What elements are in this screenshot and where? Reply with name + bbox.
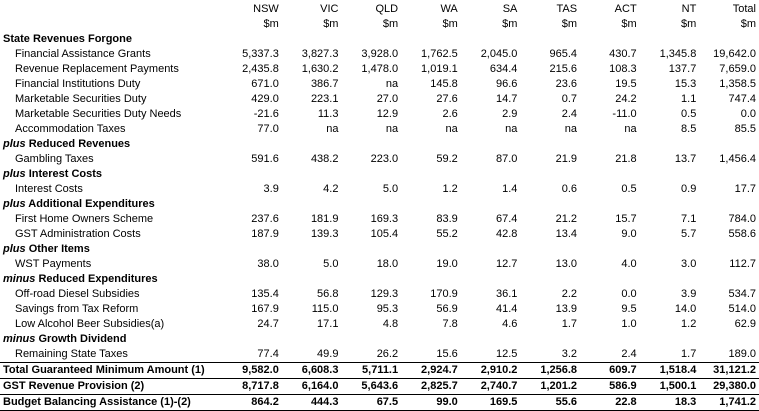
cell-sa: 2,740.7 [461, 379, 521, 395]
cell-total: 534.7 [728, 288, 756, 300]
table-row [0, 122, 759, 137]
cell-qld: 95.3 [376, 303, 399, 315]
cell-tas: 21.2 [555, 213, 578, 225]
cell-tas: 23.6 [555, 78, 578, 90]
section-title: Reduced Revenues [28, 138, 131, 150]
cell-qld: 5,711.1 [341, 363, 401, 379]
section-label [0, 167, 759, 182]
table-row [0, 227, 759, 242]
section-label [0, 332, 759, 347]
cell-sa: 169.5 [461, 395, 521, 411]
column-header: Total [732, 3, 756, 15]
section-row [0, 242, 759, 257]
row-label: GST Revenue Provision (2) [0, 379, 222, 395]
cell-qld: 26.2 [376, 348, 399, 360]
cell-wa: 27.6 [436, 93, 458, 105]
cell-nsw: 591.6 [251, 153, 279, 165]
section-row [0, 137, 759, 152]
total-row [0, 379, 759, 395]
section-row [0, 272, 759, 287]
cell-nsw: 2,435.8 [242, 63, 279, 75]
cell-total: 1,456.4 [719, 153, 756, 165]
cell-vic: 1,630.2 [301, 63, 339, 75]
cell-act: 15.7 [615, 213, 637, 225]
section-title: Additional Expenditures [28, 198, 155, 210]
cell-vic: 11.3 [317, 108, 339, 120]
cell-wa: 1,019.1 [421, 63, 458, 75]
cell-sa: 2,910.2 [461, 363, 521, 379]
cell-act: 19.5 [615, 78, 637, 90]
cell-vic: 386.7 [310, 78, 339, 90]
cell-wa: 1,762.5 [421, 48, 458, 60]
cell-nsw: 167.9 [251, 303, 279, 315]
cell-nsw: 77.0 [257, 123, 279, 135]
cell-nsw: 5,337.3 [242, 48, 279, 60]
cell-tas: 55.6 [520, 395, 580, 411]
cell-vic: 444.3 [282, 395, 342, 411]
cell-wa: 170.9 [430, 288, 458, 300]
cell-sa: 4.6 [502, 318, 518, 330]
cell-vic: 5.0 [323, 258, 339, 270]
cell-tas: 215.6 [549, 63, 578, 75]
cell-qld: 105.4 [370, 228, 399, 240]
cell-wa: 55.2 [436, 228, 458, 240]
cell-qld: 18.0 [376, 258, 399, 270]
table-row [0, 302, 759, 317]
row-label: Financial Institutions Duty [15, 78, 141, 90]
cell-vic: 223.1 [310, 93, 339, 105]
cell-total: 514.0 [728, 303, 756, 315]
section-title: Growth Dividend [38, 333, 127, 345]
cell-total: 558.6 [728, 228, 756, 240]
cell-total: 7,659.0 [719, 63, 756, 75]
table-row [0, 347, 759, 363]
cell-tas: 21.9 [555, 153, 578, 165]
cell-wa: 56.9 [436, 303, 458, 315]
cell-tas: 2.4 [561, 108, 578, 120]
unit-header: $m [561, 18, 578, 30]
cell-wa: 2,924.7 [401, 363, 461, 379]
cell-act: 108.3 [609, 63, 637, 75]
unit-header: $m [502, 18, 518, 30]
cell-total: 747.4 [728, 93, 756, 105]
cell-qld: 27.0 [376, 93, 399, 105]
cell-nt: 8.5 [681, 123, 697, 135]
cell-nsw: 3.9 [263, 183, 279, 195]
section-prefix: plus [3, 168, 26, 180]
cell-act: na [624, 123, 637, 135]
cell-nt: 1,518.4 [640, 363, 700, 379]
column-header: TAS [556, 3, 578, 15]
table-row [0, 62, 759, 77]
cell-nt: 18.3 [640, 395, 700, 411]
cell-sa: na [505, 123, 518, 135]
cell-nsw: 429.0 [251, 93, 279, 105]
cell-qld: 169.3 [370, 213, 399, 225]
cell-nt: 1.2 [681, 318, 697, 330]
cell-tas: 965.4 [549, 48, 578, 60]
cell-vic: 49.9 [317, 348, 339, 360]
table-row [0, 317, 759, 332]
column-header: QLD [375, 3, 399, 15]
cell-act: 0.0 [621, 288, 637, 300]
cell-vic: na [326, 123, 339, 135]
row-label: First Home Owners Scheme [15, 213, 154, 225]
cell-wa: 59.2 [436, 153, 458, 165]
cell-act: 1.0 [621, 318, 637, 330]
cell-tas: 13.9 [555, 303, 578, 315]
row-label: Off-road Diesel Subsidies [15, 288, 140, 300]
cell-sa: 87.0 [495, 153, 518, 165]
cell-qld: na [385, 78, 399, 90]
cell-sa: 14.7 [495, 93, 518, 105]
section-prefix: plus [3, 243, 26, 255]
section-label [0, 272, 759, 287]
cell-sa: 42.8 [495, 228, 518, 240]
cell-vic: 115.0 [311, 303, 339, 315]
section-title: Reduced Expenditures [38, 273, 158, 285]
cell-qld: 129.3 [370, 288, 399, 300]
cell-act: 9.0 [621, 228, 637, 240]
cell-qld: 67.5 [341, 395, 401, 411]
cell-nsw: 671.0 [251, 78, 279, 90]
unit-header: $m [263, 18, 279, 30]
row-label: Financial Assistance Grants [15, 48, 151, 60]
header-blank [0, 17, 222, 32]
cell-wa: na [445, 123, 458, 135]
cell-sa: 67.4 [495, 213, 518, 225]
row-label: Interest Costs [15, 183, 83, 195]
column-header: ACT [614, 3, 637, 15]
column-header-row [0, 0, 759, 17]
cell-tas: 1,201.2 [520, 379, 580, 395]
cell-act: 22.8 [580, 395, 640, 411]
cell-sa: 2.9 [502, 108, 518, 120]
cell-nt: 3.0 [681, 258, 697, 270]
cell-nt: 3.9 [681, 288, 697, 300]
row-label: WST Payments [15, 258, 92, 270]
cell-sa: 36.1 [495, 288, 518, 300]
cell-nsw: 237.6 [251, 213, 279, 225]
unit-header: $m [740, 18, 756, 30]
column-header: VIC [320, 3, 339, 15]
cell-nt: 1.7 [681, 348, 697, 360]
cell-nsw: 864.2 [222, 395, 282, 411]
cell-total: 1,358.5 [719, 78, 756, 90]
section-title: State Revenues Forgone [3, 33, 132, 45]
section-prefix: minus [3, 273, 36, 285]
cell-total: 85.5 [734, 123, 756, 135]
cell-qld: 1,478.0 [361, 63, 399, 75]
section-label [0, 242, 759, 257]
cell-nt: 0.5 [681, 108, 697, 120]
cell-act: 586.9 [580, 379, 640, 395]
cell-act: 21.8 [615, 153, 637, 165]
cell-act: -11.0 [612, 108, 637, 120]
cell-act: 4.0 [621, 258, 637, 270]
table-row [0, 287, 759, 302]
column-header: NSW [253, 3, 279, 15]
cell-sa: 96.6 [495, 78, 518, 90]
table-row [0, 47, 759, 62]
cell-nsw: 9,582.0 [222, 363, 282, 379]
section-title: Other Items [28, 243, 90, 255]
cell-sa: 2,045.0 [480, 48, 518, 60]
cell-sa: 12.5 [495, 348, 518, 360]
cell-wa: 83.9 [436, 213, 458, 225]
cell-act: 2.4 [621, 348, 637, 360]
cell-tas: 3.2 [561, 348, 578, 360]
cell-act: 430.7 [609, 48, 637, 60]
row-label: Revenue Replacement Payments [15, 63, 179, 75]
cell-wa: 19.0 [436, 258, 458, 270]
table-row [0, 152, 759, 167]
row-label: Remaining State Taxes [15, 348, 128, 360]
section-label [0, 32, 759, 47]
section-prefix: plus [3, 198, 26, 210]
cell-vic: 4.2 [323, 183, 339, 195]
row-label: Accommodation Taxes [15, 123, 126, 135]
unit-header: $m [323, 18, 339, 30]
cell-sa: 41.4 [495, 303, 518, 315]
cell-vic: 56.8 [317, 288, 339, 300]
cell-tas: 2.2 [561, 288, 578, 300]
cell-nsw: 24.7 [257, 318, 279, 330]
cell-qld: 3,928.0 [361, 48, 399, 60]
section-label [0, 197, 759, 212]
cell-qld: 223.0 [370, 153, 399, 165]
cell-total: 19,642.0 [713, 48, 756, 60]
cell-qld: 12.9 [376, 108, 399, 120]
section-title: Interest Costs [28, 168, 103, 180]
cell-nsw: 135.4 [251, 288, 279, 300]
cell-total: 784.0 [728, 213, 756, 225]
cell-total: 1,741.2 [699, 395, 759, 411]
cell-nsw: -21.6 [253, 108, 279, 120]
cell-total: 62.9 [734, 318, 756, 330]
cell-sa: 634.4 [489, 63, 518, 75]
cell-sa: 1.4 [502, 183, 518, 195]
cell-total: 31,121.2 [699, 363, 759, 379]
cell-total: 112.7 [729, 258, 756, 270]
section-row [0, 32, 759, 47]
row-label: Budget Balancing Assistance (1)-(2) [0, 395, 222, 411]
cell-vic: 438.2 [310, 153, 339, 165]
section-prefix: plus [3, 138, 26, 150]
header-blank [0, 0, 222, 17]
unit-header-row [0, 17, 759, 32]
table-body [0, 32, 759, 411]
cell-vic: 3,827.3 [301, 48, 339, 60]
cell-tas: 13.4 [555, 228, 578, 240]
cell-nt: 13.7 [674, 153, 697, 165]
cell-vic: 6,608.3 [282, 363, 342, 379]
table-row [0, 92, 759, 107]
cell-nt: 137.7 [668, 63, 697, 75]
cell-vic: 181.9 [310, 213, 339, 225]
unit-header: $m [442, 18, 458, 30]
cell-nt: 1,500.1 [640, 379, 700, 395]
cell-nsw: 8,717.8 [222, 379, 282, 395]
cell-wa: 2,825.7 [401, 379, 461, 395]
section-prefix: minus [3, 333, 36, 345]
table-row [0, 212, 759, 227]
cell-wa: 1.2 [442, 183, 458, 195]
row-label: GST Administration Costs [15, 228, 141, 240]
table-row [0, 257, 759, 272]
cell-tas: 0.6 [561, 183, 578, 195]
cell-sa: 12.7 [495, 258, 518, 270]
cell-wa: 145.8 [430, 78, 458, 90]
column-header: WA [440, 3, 458, 15]
cell-vic: 6,164.0 [282, 379, 342, 395]
cell-tas: 13.0 [555, 258, 578, 270]
cell-vic: 17.1 [317, 318, 339, 330]
unit-header: $m [382, 18, 399, 30]
cell-qld: na [385, 123, 399, 135]
row-label: Savings from Tax Reform [15, 303, 139, 315]
cell-total: 17.7 [734, 183, 756, 195]
column-header: NT [681, 3, 697, 15]
table-row [0, 77, 759, 92]
cell-nsw: 38.0 [257, 258, 279, 270]
section-row [0, 167, 759, 182]
column-header: SA [502, 3, 518, 15]
cell-nt: 7.1 [681, 213, 697, 225]
cell-total: 189.0 [728, 348, 756, 360]
cell-nsw: 187.9 [251, 228, 279, 240]
section-label [0, 137, 759, 152]
cell-nt: 5.7 [681, 228, 697, 240]
section-row [0, 332, 759, 347]
cell-qld: 5,643.6 [341, 379, 401, 395]
cell-qld: 4.8 [382, 318, 399, 330]
cell-total: 29,380.0 [699, 379, 759, 395]
cell-act: 0.5 [621, 183, 637, 195]
cell-wa: 7.8 [442, 318, 458, 330]
cell-tas: na [564, 123, 578, 135]
row-label: Total Guaranteed Minimum Amount (1) [0, 363, 222, 379]
unit-header: $m [621, 18, 637, 30]
cell-act: 609.7 [580, 363, 640, 379]
cell-tas: 1.7 [561, 318, 578, 330]
unit-header: $m [681, 18, 697, 30]
cell-tas: 1,256.8 [520, 363, 580, 379]
cell-nt: 15.3 [674, 78, 697, 90]
total-row [0, 395, 759, 411]
table-row [0, 107, 759, 122]
row-label: Marketable Securities Duty [15, 93, 147, 105]
cell-nt: 1,345.8 [659, 48, 697, 60]
cell-wa: 2.6 [442, 108, 458, 120]
cell-vic: 139.3 [310, 228, 339, 240]
cell-nt: 0.9 [681, 183, 697, 195]
total-row [0, 363, 759, 379]
cell-qld: 5.0 [382, 183, 399, 195]
cell-act: 9.5 [621, 303, 637, 315]
row-label: Gambling Taxes [15, 153, 94, 165]
row-label: Marketable Securities Duty Needs [15, 108, 182, 120]
cell-wa: 99.0 [401, 395, 461, 411]
section-row [0, 197, 759, 212]
cell-nsw: 77.4 [257, 348, 279, 360]
cell-tas: 0.7 [561, 93, 578, 105]
table-row [0, 182, 759, 197]
cell-nt: 1.1 [681, 93, 697, 105]
cell-act: 24.2 [615, 93, 637, 105]
cell-total: 0.0 [740, 108, 756, 120]
cell-wa: 15.6 [436, 348, 458, 360]
row-label: Low Alcohol Beer Subsidies(a) [15, 318, 165, 330]
cell-nt: 14.0 [674, 303, 697, 315]
